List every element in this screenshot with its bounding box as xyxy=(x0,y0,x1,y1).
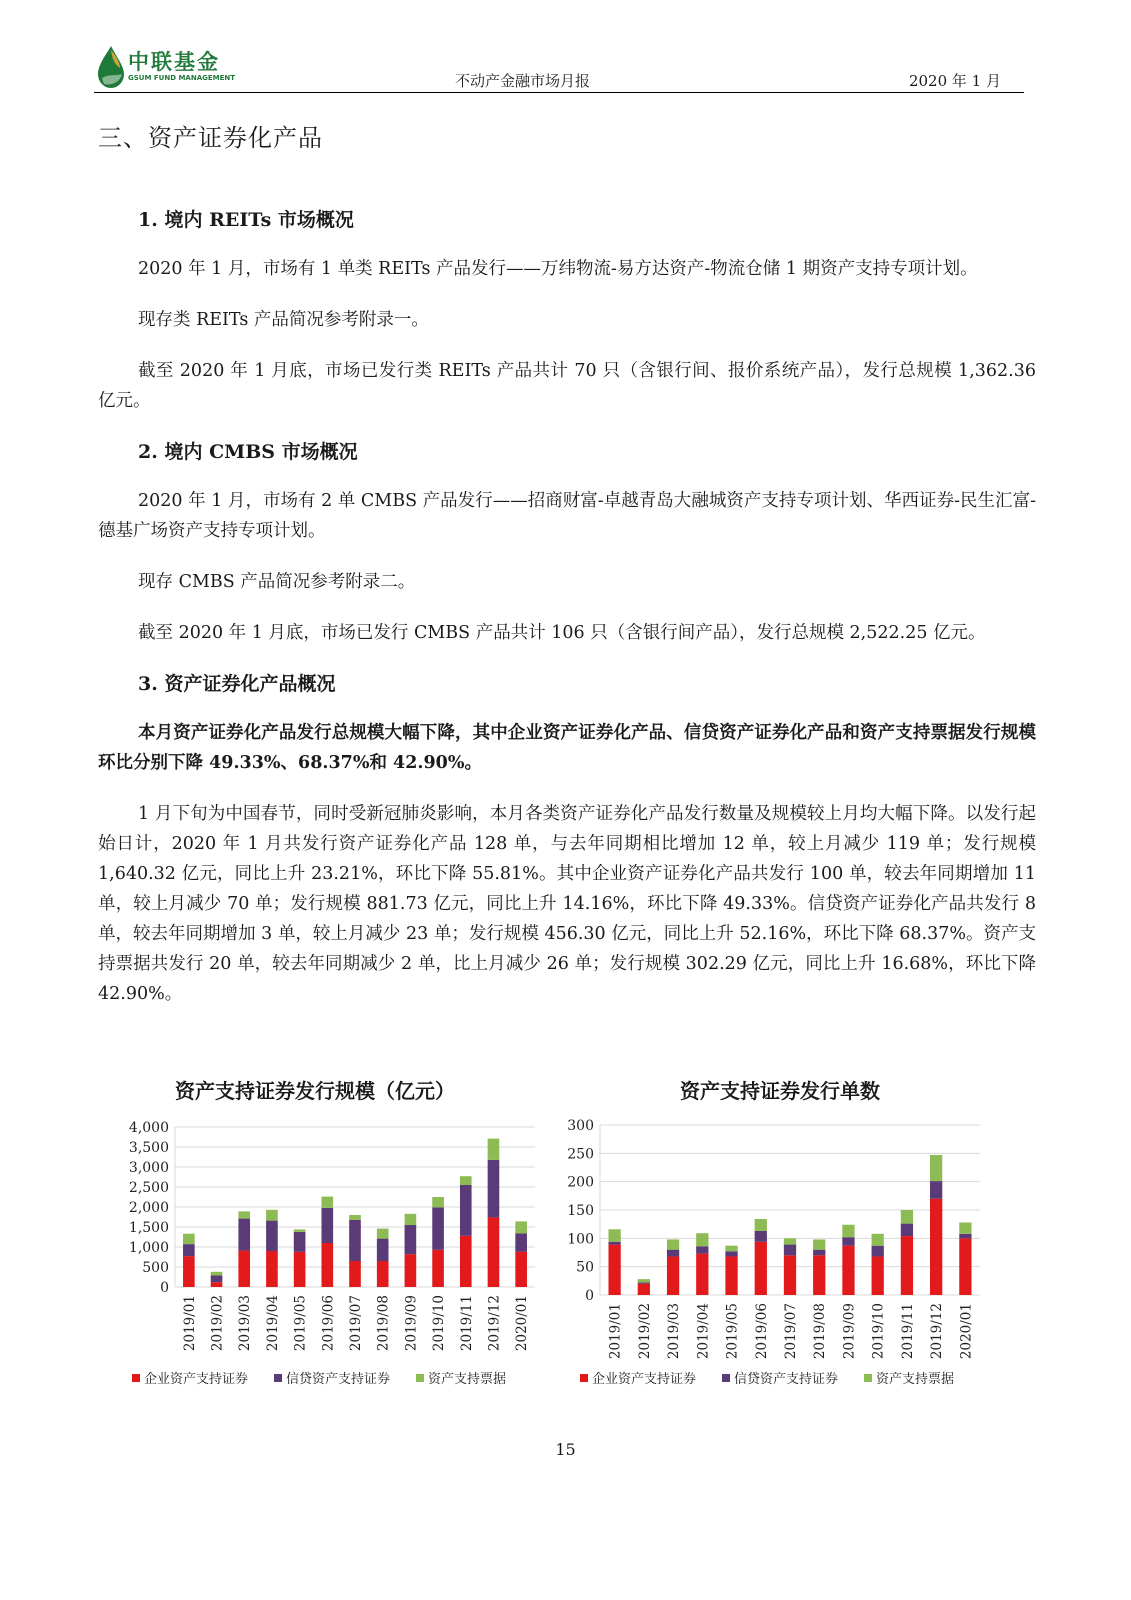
x-tick-label: 2019/04 xyxy=(695,1303,712,1360)
bar-segment xyxy=(842,1225,854,1237)
bar-segment xyxy=(901,1236,913,1295)
bar-segment xyxy=(638,1279,650,1282)
bar-segment xyxy=(460,1236,472,1287)
bar-segment xyxy=(515,1221,527,1233)
paragraph: 2020 年 1 月，市场有 2 单 CMBS 产品发行——招商财富-卓越青岛大融城资产支持专项计划、华西证券-民生汇富-德基广场资产支持专项计划。 xyxy=(98,491,1036,541)
bar-segment xyxy=(294,1252,306,1287)
bar-segment xyxy=(183,1234,195,1244)
bar-segment xyxy=(959,1238,971,1295)
legend-item: 信贷资产支持证券 xyxy=(722,1368,838,1387)
bar-segment xyxy=(901,1224,913,1236)
bar-segment xyxy=(405,1254,417,1287)
x-tick-label: 2019/11 xyxy=(458,1295,475,1352)
bar-segment xyxy=(959,1234,971,1239)
legend-item: 资产支持票据 xyxy=(416,1368,506,1387)
chart-issuance-scale xyxy=(100,1115,540,1370)
bar-segment xyxy=(321,1197,333,1208)
bar-segment xyxy=(432,1250,444,1287)
x-tick-label: 2019/11 xyxy=(899,1303,916,1360)
legend-item: 信贷资产支持证券 xyxy=(274,1368,390,1387)
x-tick-label: 2019/12 xyxy=(929,1303,946,1360)
y-tick-label: 1,000 xyxy=(128,1240,169,1256)
y-tick-label: 150 xyxy=(567,1203,594,1219)
y-tick-label: 250 xyxy=(567,1146,594,1163)
page-content xyxy=(98,118,1036,1030)
section-title: 三、资产证券化产品 xyxy=(98,124,323,152)
x-tick-label: 2019/05 xyxy=(724,1303,741,1360)
x-tick-label: 2019/05 xyxy=(292,1295,309,1352)
bar-segment xyxy=(959,1222,971,1233)
subsection-title-cmbs: 2. 境内 CMBS 市场概况 xyxy=(138,441,358,463)
bar-segment xyxy=(696,1246,708,1253)
bar-segment xyxy=(696,1254,708,1295)
x-tick-label: 2019/08 xyxy=(812,1303,829,1360)
paragraph: 现存类 REITs 产品简况参考附录一。 xyxy=(138,310,429,330)
y-tick-label: 0 xyxy=(585,1288,594,1304)
bar-segment xyxy=(784,1238,796,1244)
logo-name: 中联基金 xyxy=(128,50,220,74)
bar-segment xyxy=(432,1197,444,1207)
x-tick-label: 2019/12 xyxy=(486,1295,503,1352)
x-tick-label: 2019/10 xyxy=(870,1303,887,1360)
x-tick-label: 2019/01 xyxy=(607,1303,624,1360)
bar-segment xyxy=(930,1199,942,1295)
bar-segment xyxy=(784,1245,796,1256)
x-tick-label: 2019/04 xyxy=(264,1295,281,1352)
y-tick-label: 4,000 xyxy=(128,1120,169,1136)
bar-segment xyxy=(432,1207,444,1249)
bar-segment xyxy=(930,1155,942,1181)
bar-segment xyxy=(667,1256,679,1295)
x-tick-label: 2019/07 xyxy=(783,1303,799,1360)
x-tick-label: 2019/10 xyxy=(431,1295,448,1352)
bar-segment xyxy=(755,1242,767,1295)
bar-segment xyxy=(901,1210,913,1224)
bar-segment xyxy=(667,1239,679,1249)
bar-segment xyxy=(211,1272,223,1276)
bar-segment xyxy=(266,1251,278,1287)
y-tick-label: 500 xyxy=(142,1260,169,1276)
bar-segment xyxy=(238,1251,250,1287)
bar-segment xyxy=(515,1252,527,1287)
bar-segment xyxy=(725,1246,737,1252)
bar-segment xyxy=(377,1261,389,1287)
y-tick-label: 1,500 xyxy=(128,1220,169,1236)
bar-segment xyxy=(872,1246,884,1257)
bar-segment xyxy=(667,1250,679,1257)
chart-title-scale: 资产支持证券发行规模（亿元） xyxy=(175,1079,455,1103)
bar-segment xyxy=(460,1176,472,1185)
bar-segment xyxy=(872,1256,884,1295)
x-tick-label: 2019/06 xyxy=(753,1303,770,1360)
bar-segment xyxy=(405,1214,417,1225)
bar-segment xyxy=(211,1282,223,1287)
bar-segment xyxy=(266,1221,278,1251)
bar-segment xyxy=(294,1232,306,1252)
paragraph: 1 月下旬为中国春节，同时受新冠肺炎影响，本月各类资产证券化产品发行数量及规模较上月均大幅下降。以发行起始日计，2020 年 1 月共发行资产证券化产品 128 单，与去年同期相比增加 12 单，较上月减少 119 单；发行规模 1,640.32 亿元，同比上升 23.21%，环比下降 55.81%。其中企业资产证券化产品共发行 100 单，较去年同期增加 11 单，较上月减少 70 单；发行规模 881.73 亿元，同比上升 14.16%，环比下降 49.33%。信贷资产证券化产品共发行 8 单，较去年同期增加 3 单，较上月减少 23 单；发行规模 456.30 亿元，同比上升 52.16%，环比下降 68.37%。资产支持票据共发行 20 单，较去年同期减少 2 单，比上月减少 26 单；发行规模 302.29 亿元，同比上升 16.68%，环比下降 42.90%。 xyxy=(98,804,1036,1004)
bar-segment xyxy=(608,1245,620,1295)
bar-segment xyxy=(238,1211,250,1218)
paragraph: 截至 2020 年 1 月底，市场已发行类 REITs 产品共计 70 只（含银行间、报价系统产品），发行总规模 1,362.36 亿元。 xyxy=(98,361,1036,411)
subsection-title-reits: 1. 境内 REITs 市场概况 xyxy=(138,209,354,231)
chart-issuance-count xyxy=(555,1110,995,1370)
y-tick-label: 2,000 xyxy=(128,1200,169,1216)
chart-legend-scale xyxy=(132,1368,506,1387)
y-tick-label: 100 xyxy=(567,1231,594,1248)
bar-segment xyxy=(294,1229,306,1231)
bar-segment xyxy=(488,1160,500,1218)
bar-segment xyxy=(813,1239,825,1249)
bar-segment xyxy=(784,1255,796,1295)
company-logo xyxy=(94,44,244,90)
bar-segment xyxy=(488,1217,500,1287)
bar-segment xyxy=(515,1233,527,1251)
x-tick-label: 2019/09 xyxy=(841,1303,858,1360)
chart-title-count: 资产支持证券发行单数 xyxy=(680,1079,880,1103)
x-tick-label: 2019/07 xyxy=(348,1295,364,1352)
y-tick-label: 2,500 xyxy=(128,1180,169,1196)
report-title: 不动产金融市场月报 xyxy=(455,72,591,90)
subsection-title-abs: 3. 资产证券化产品概况 xyxy=(138,673,336,695)
page-number: 15 xyxy=(555,1440,576,1459)
x-tick-label: 2019/08 xyxy=(375,1295,392,1352)
bar-segment xyxy=(872,1234,884,1246)
legend-item: 企业资产支持证券 xyxy=(580,1368,696,1387)
legend-item: 资产支持票据 xyxy=(864,1368,954,1387)
x-tick-label: 2019/02 xyxy=(636,1303,653,1360)
bar-segment xyxy=(725,1251,737,1256)
header-divider xyxy=(94,92,1024,93)
highlight-paragraph: 本月资产证券化产品发行总规模大幅下降，其中企业资产证券化产品、信贷资产证券化产品和资产支持票据发行规模环比分别下降 49.33%、68.37%和 42.90%。 xyxy=(98,723,1036,773)
legend-item: 企业资产支持证券 xyxy=(132,1368,248,1387)
y-tick-label: 0 xyxy=(160,1280,169,1296)
x-tick-label: 2020/01 xyxy=(958,1303,975,1360)
bar-segment xyxy=(755,1219,767,1231)
bar-segment xyxy=(696,1233,708,1246)
leaf-drop-icon xyxy=(94,44,126,90)
bar-segment xyxy=(321,1208,333,1243)
bar-segment xyxy=(266,1210,278,1221)
bar-segment xyxy=(842,1237,854,1246)
bar-segment xyxy=(930,1181,942,1199)
logo-subtitle: GSUM FUND MANAGEMENT xyxy=(128,74,236,82)
bar-segment xyxy=(321,1243,333,1287)
x-tick-label: 2019/02 xyxy=(209,1295,226,1352)
y-tick-label: 50 xyxy=(576,1259,594,1276)
bar-segment xyxy=(488,1139,500,1160)
bar-segment xyxy=(238,1219,250,1251)
paragraph: 截至 2020 年 1 月底，市场已发行 CMBS 产品共计 106 只（含银行间产品），发行总规模 2,522.25 亿元。 xyxy=(138,623,986,643)
bar-segment xyxy=(608,1242,620,1245)
bar-segment xyxy=(638,1283,650,1284)
bar-segment xyxy=(813,1250,825,1256)
x-tick-label: 2019/01 xyxy=(181,1295,198,1352)
y-tick-label: 300 xyxy=(567,1118,594,1134)
x-tick-label: 2019/09 xyxy=(403,1295,420,1352)
bar-segment xyxy=(842,1246,854,1295)
bar-segment xyxy=(755,1231,767,1242)
y-tick-label: 3,000 xyxy=(128,1160,169,1176)
bar-segment xyxy=(377,1239,389,1261)
chart-legend-count xyxy=(580,1368,954,1387)
x-tick-label: 2019/06 xyxy=(320,1295,337,1352)
bar-segment xyxy=(349,1220,361,1261)
bar-segment xyxy=(638,1284,650,1295)
paragraph: 2020 年 1 月，市场有 1 单类 REITs 产品发行——万纬物流-易方达资产-物流仓储 1 期资产支持专项计划。 xyxy=(138,259,978,279)
bar-segment xyxy=(813,1255,825,1295)
bar-segment xyxy=(405,1225,417,1254)
bar-segment xyxy=(460,1185,472,1236)
x-tick-label: 2019/03 xyxy=(666,1303,683,1360)
bar-segment xyxy=(211,1275,223,1282)
x-tick-label: 2020/01 xyxy=(514,1295,531,1352)
y-tick-label: 200 xyxy=(567,1174,594,1191)
report-date: 2020 年 1 月 xyxy=(908,72,1001,90)
y-tick-label: 3,500 xyxy=(128,1140,169,1156)
x-tick-label: 2019/03 xyxy=(237,1295,254,1352)
bar-segment xyxy=(608,1229,620,1241)
bar-segment xyxy=(725,1256,737,1295)
bar-segment xyxy=(349,1261,361,1287)
bar-segment xyxy=(183,1256,195,1287)
bar-segment xyxy=(377,1229,389,1239)
paragraph: 现存 CMBS 产品简况参考附录二。 xyxy=(138,572,416,592)
bar-segment xyxy=(183,1244,195,1256)
bar-segment xyxy=(349,1215,361,1220)
